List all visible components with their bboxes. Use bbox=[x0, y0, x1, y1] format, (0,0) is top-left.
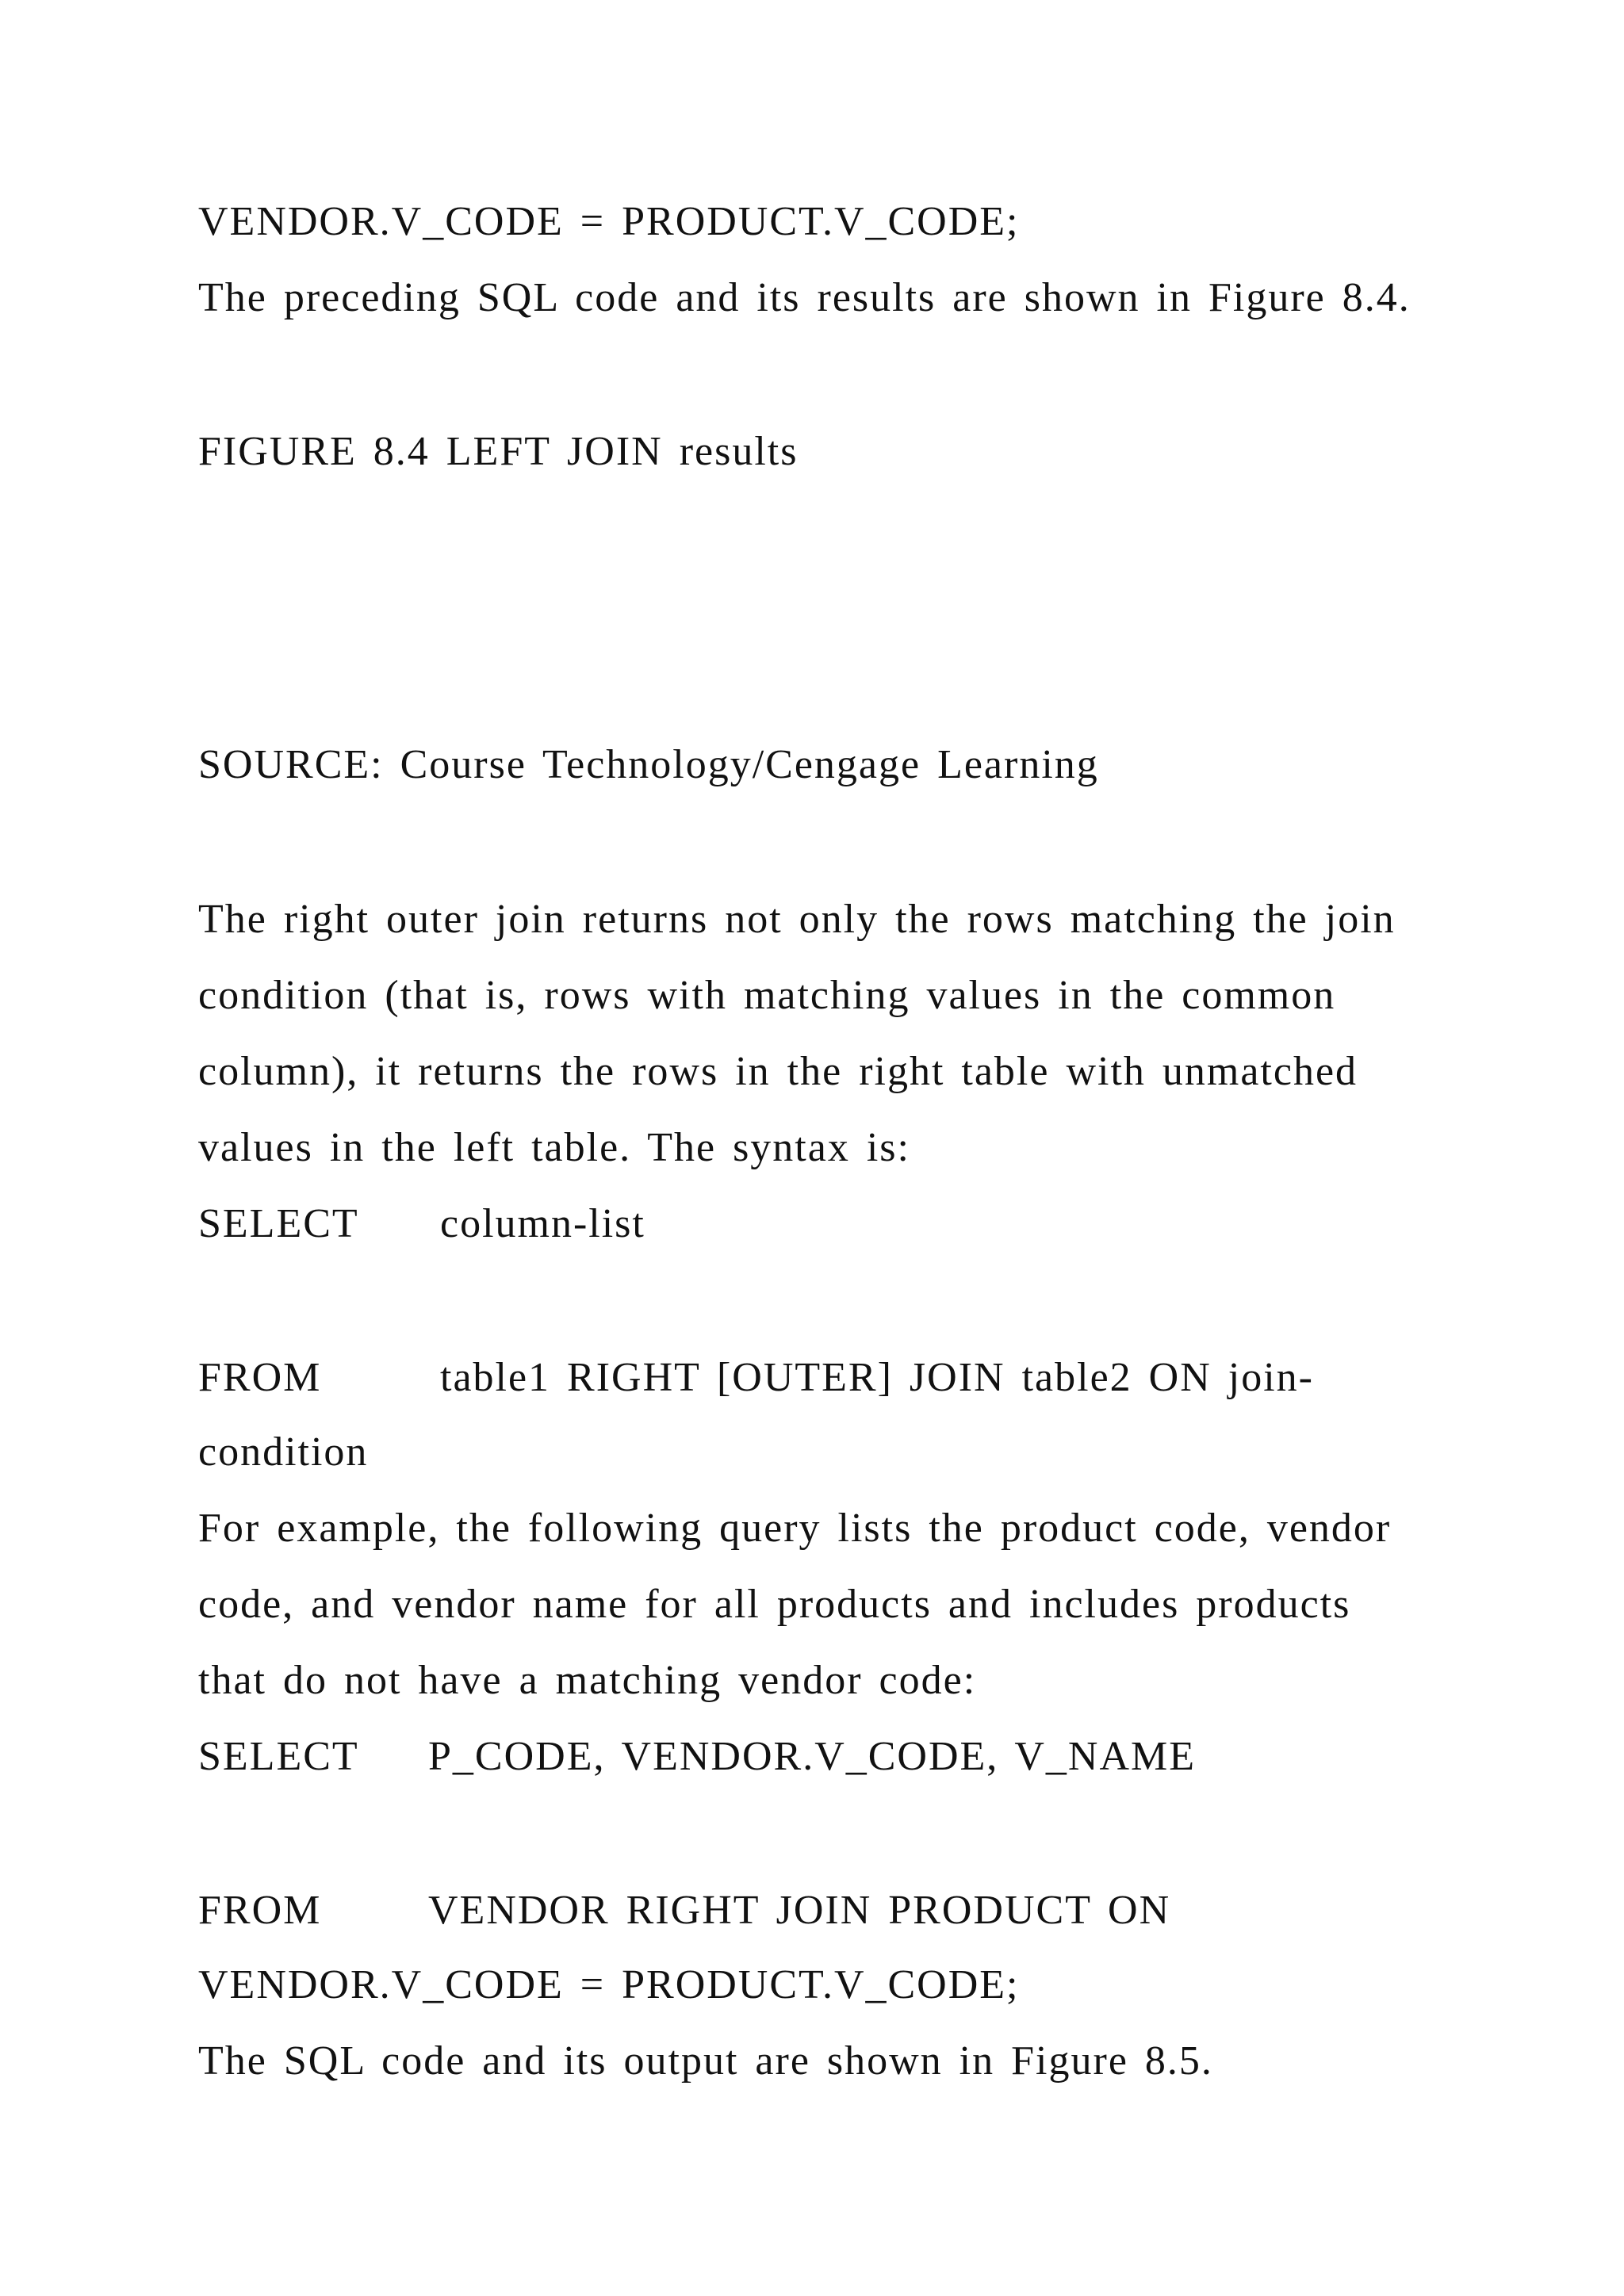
body-text-line: For example, the following query lists the product code, vendor bbox=[198, 1506, 1392, 1551]
sql-keyword: SELECT bbox=[198, 1734, 359, 1779]
sql-join-condition-line: VENDOR.V_CODE = PRODUCT.V_CODE; bbox=[198, 1962, 1020, 2007]
example-from-line bbox=[198, 1887, 1170, 1934]
sql-join-condition-line: VENDOR.V_CODE = PRODUCT.V_CODE; bbox=[198, 199, 1020, 244]
body-text-line: values in the left table. The syntax is: bbox=[198, 1125, 910, 1170]
body-text-line: The SQL code and its output are shown in Figure 8.5. bbox=[198, 2038, 1213, 2084]
example-select-line bbox=[198, 1733, 1196, 1781]
sql-clause: table1 RIGHT [OUTER] JOIN table2 ON join- bbox=[440, 1355, 1314, 1400]
sql-keyword: FROM bbox=[198, 1355, 322, 1400]
body-text-line: that do not have a matching vendor code: bbox=[198, 1658, 977, 1703]
body-text-line: The right outer join returns not only the rows matching the join bbox=[198, 897, 1396, 942]
sql-clause: P_CODE, VENDOR.V_CODE, V_NAME bbox=[428, 1734, 1197, 1779]
syntax-from-line bbox=[198, 1354, 1314, 1402]
body-text-line: column), it returns the rows in the right table with unmatched bbox=[198, 1049, 1358, 1094]
sql-keyword: FROM bbox=[198, 1888, 322, 1933]
sql-clause: VENDOR RIGHT JOIN PRODUCT ON bbox=[428, 1888, 1171, 1933]
figure-caption: FIGURE 8.4 LEFT JOIN results bbox=[198, 429, 799, 474]
sql-clause: column-list bbox=[440, 1201, 645, 1246]
syntax-select-line bbox=[198, 1200, 645, 1248]
body-text-line: code, and vendor name for all products and includes products bbox=[198, 1582, 1351, 1627]
body-text-line: condition bbox=[198, 1429, 369, 1475]
sql-keyword: SELECT bbox=[198, 1201, 359, 1246]
figure-source: SOURCE: Course Technology/Cengage Learning bbox=[198, 742, 1099, 787]
body-text-line: The preceding SQL code and its results are shown in Figure 8.4. bbox=[198, 275, 1411, 320]
body-text-line: condition (that is, rows with matching values in the common bbox=[198, 973, 1336, 1018]
